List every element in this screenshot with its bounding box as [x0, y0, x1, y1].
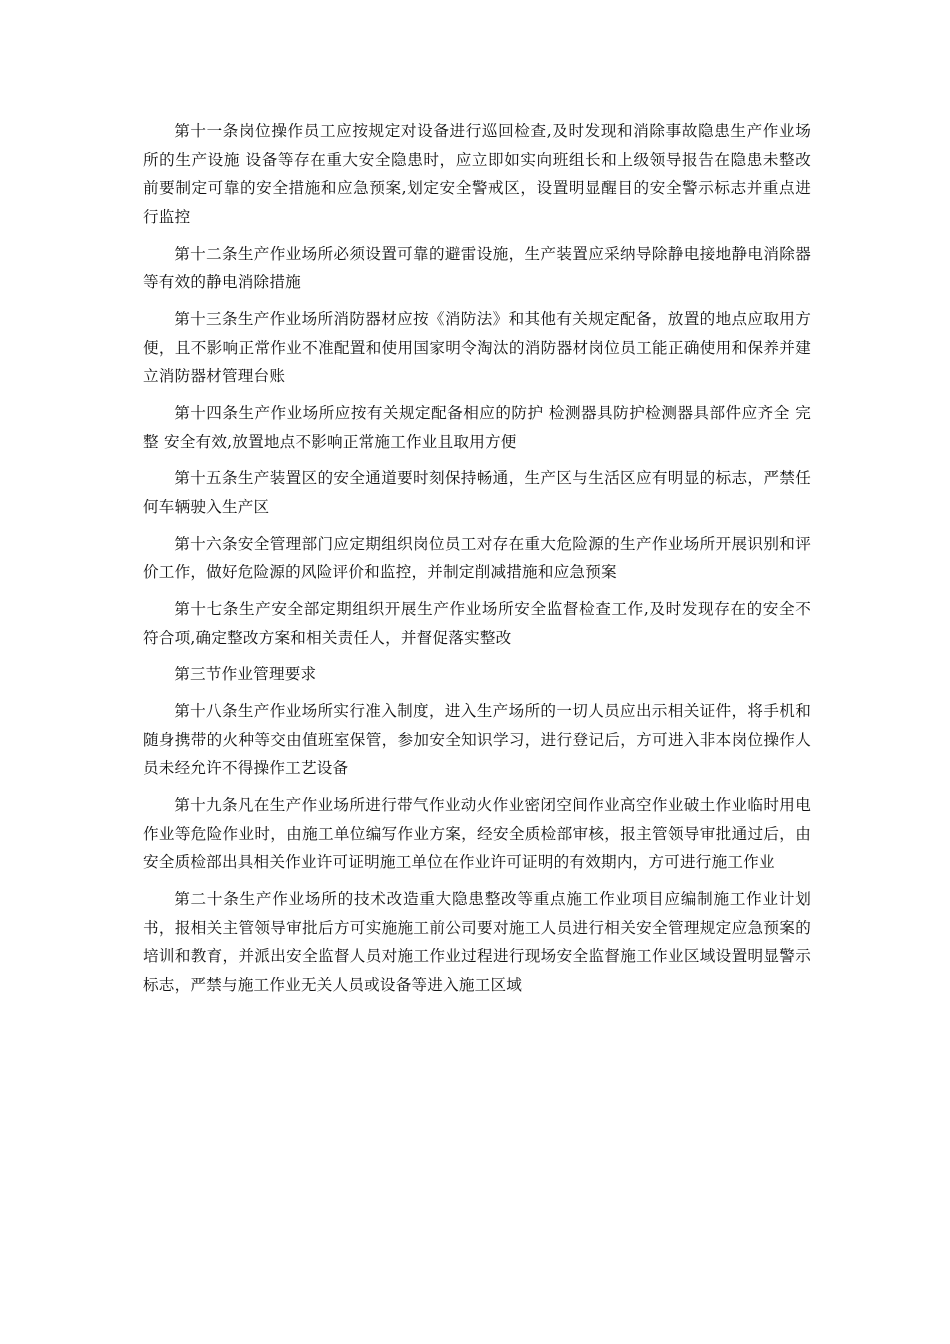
article-16: 第十六条安全管理部门应定期组织岗位员工对存在重大危险源的生产作业场所开展识别和评价工作，做好危险源的风险评价和监控，并制定削减措施和应急预案	[143, 534, 811, 582]
article-11: 第十一条岗位操作员工应按规定对设备进行巡回检查,及时发现和消除事故隐患生产作业场所的生产设施 设备等存在重大安全隐患时，应立即如实向班组长和上级领导报告在隐患未整改前要制定可靠的安全措施和应急预案,划定安全警戒区，设置明显醒目的安全警示标志并重点进行监控	[143, 122, 811, 226]
section-heading: 第三节作业管理要求	[174, 665, 317, 684]
article-20: 第二十条生产作业场所的技术改造重大隐患整改等重点施工作业项目应编制施工作业计划书，报相关主管领导审批后方可实施施工前公司要对施工人员进行相关安全管理规定应急预案的培训和教育，并派出安全监督人员对施工作业过程进行现场安全监督施工作业区域设置明显警示标志，严禁与施工作业无关人员或设备等进入施工区域	[143, 890, 811, 994]
article-15: 第十五条生产装置区的安全通道要时刻保持畅通，生产区与生活区应有明显的标志，严禁任何车辆驶入生产区	[143, 469, 811, 516]
article-14: 第十四条生产作业场所应按有关规定配备相应的防护 检测器具防护检测器具部件应齐全 完整 安全有效,放置地点不影响正常施工作业且取用方便	[143, 403, 811, 451]
article-17: 第十七条生产安全部定期组织开展生产作业场所安全监督检查工作,及时发现存在的安全不符合项,确定整改方案和相关责任人，并督促落实整改	[143, 600, 811, 647]
document-body	[143, 117, 811, 1008]
article-12: 第十二条生产作业场所必须设置可靠的避雷设施，生产装置应采纳导除静电接地静电消除器等有效的静电消除措施	[143, 244, 811, 292]
article-18: 第十八条生产作业场所实行准入制度，进入生产场所的一切人员应出示相关证件，将手机和随身携带的火种等交由值班室保管，参加安全知识学习，进行登记后，方可进入非本岗位操作人员未经允许不得操作工艺设备	[143, 702, 811, 778]
article-19: 第十九条凡在生产作业场所进行带气作业动火作业密闭空间作业高空作业破土作业临时用电作业等危险作业时，由施工单位编写作业方案，经安全质检部审核，报主管领导审批通过后，由安全质检部出具相关作业许可证明施工单位在作业许可证明的有效期内，方可进行施工作业	[143, 796, 811, 872]
article-13: 第十三条生产作业场所消防器材应按《消防法》和其他有关规定配备，放置的地点应取用方便，且不影响正常作业不准配置和使用国家明令淘汰的消防器材岗位员工能正确使用和保养并建立消防器材管理台账	[143, 309, 811, 386]
